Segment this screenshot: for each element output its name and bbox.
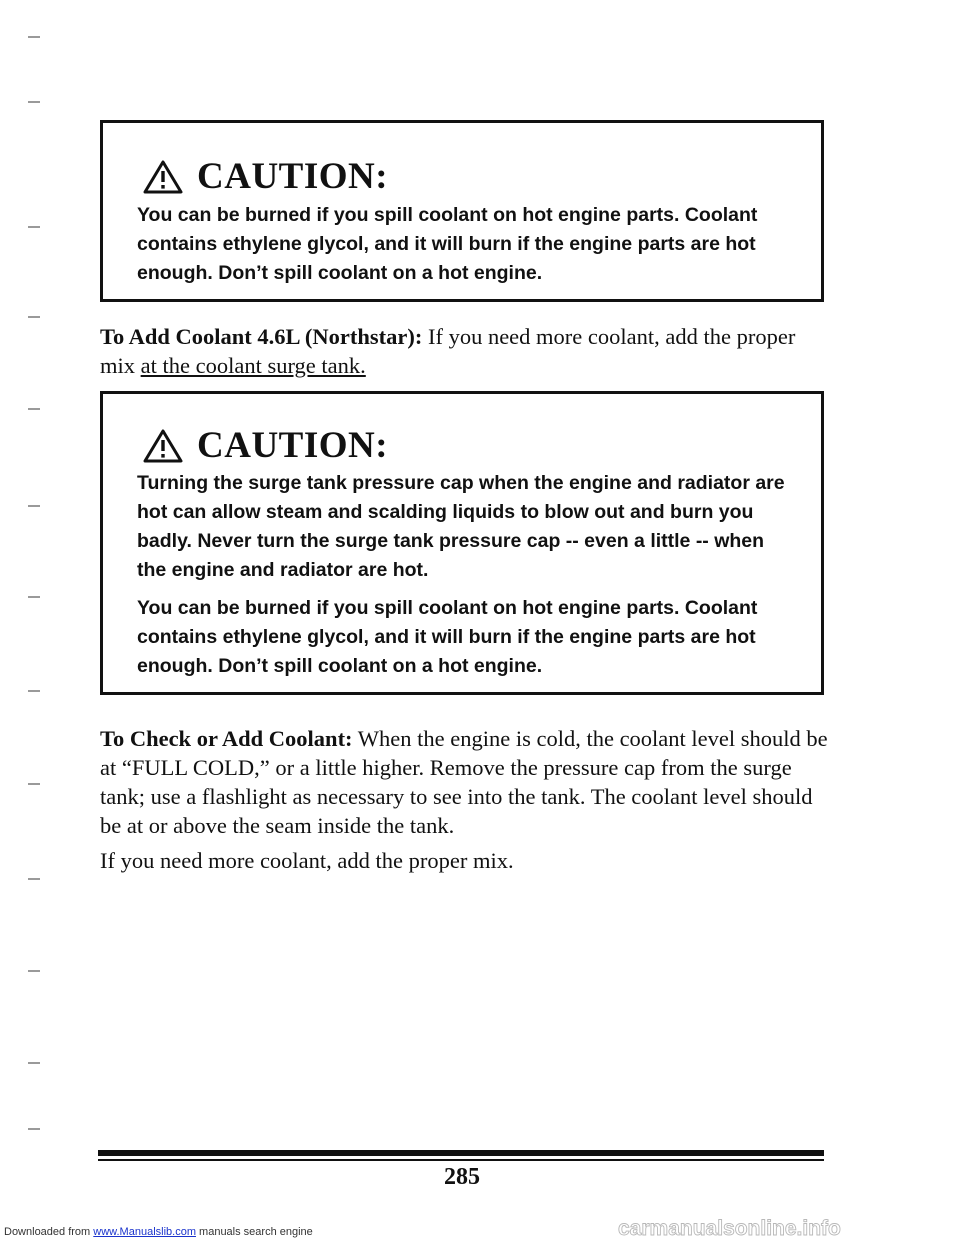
closing-paragraph: If you need more coolant, add the proper mix. xyxy=(100,848,514,873)
svg-text:carmanualsonline.info: carmanualsonline.info xyxy=(618,1217,841,1240)
caution-title: CAUTION: xyxy=(197,156,389,197)
warning-triangle-icon xyxy=(143,159,183,195)
warning-triangle-icon xyxy=(143,428,183,464)
watermark-logo xyxy=(618,1214,956,1240)
margin-tick xyxy=(28,316,40,318)
margin-tick xyxy=(28,878,40,880)
download-footer xyxy=(4,1226,313,1238)
margin-tick xyxy=(28,101,40,103)
margin-tick xyxy=(28,1062,40,1064)
footer-rule-thin xyxy=(98,1159,824,1161)
margin-tick xyxy=(28,36,40,38)
caution-paragraph: Turning the surge tank pressure cap when the engine and radiator are hot can allow steam and scalding liquids to blow out and burn you badly. Never turn the surge tank pressure cap -- even a little -- when the engine and radiator are hot. xyxy=(137,472,785,581)
caution-box-2 xyxy=(100,391,824,695)
caution-heading-2 xyxy=(143,424,388,467)
footer-rule xyxy=(98,1150,824,1156)
page-number: 285 xyxy=(444,1164,480,1190)
margin-tick xyxy=(28,505,40,507)
margin-tick xyxy=(28,226,40,228)
caution-paragraph: You can be burned if you spill coolant on hot engine parts. Coolant contains ethylene glycol, and it will burn if the engine parts are hot enough. Don’t spill coolant on a hot engine. xyxy=(137,204,758,284)
margin-tick xyxy=(28,783,40,785)
caution-heading-1 xyxy=(143,155,388,198)
caution-box-1 xyxy=(100,120,824,302)
manualslib-link[interactable]: www.Manualslib.com xyxy=(93,1226,196,1238)
section-text: If you need more coolant, add the proper mix xyxy=(100,324,796,378)
underlined-text: at the coolant surge tank. xyxy=(140,353,366,378)
caution-title: CAUTION: xyxy=(197,425,389,466)
section-text: When the engine is cold, the coolant level should be at “FULL COLD,” or a little higher. Remove the pressure cap from the surge tank; use a flashlight as necessary to see into the tank. The coolant level should be at or above the seam inside the tank. xyxy=(100,726,828,838)
caution-paragraph: You can be burned if you spill coolant on hot engine parts. Coolant contains ethylene glycol, and it will burn if the engine parts are hot enough. Don’t spill coolant on a hot engine. xyxy=(137,597,758,677)
margin-tick xyxy=(28,970,40,972)
margin-tick xyxy=(28,690,40,692)
section-lead: To Add Coolant 4.6L (Northstar): xyxy=(100,324,423,349)
section-lead: To Check or Add Coolant: xyxy=(100,726,353,751)
footer-suffix: manuals search engine xyxy=(195,1226,313,1238)
northstar-paragraph xyxy=(100,322,830,380)
check-coolant-paragraph xyxy=(100,724,830,840)
footer-prefix: Downloaded from xyxy=(4,1226,94,1238)
margin-tick xyxy=(28,1128,40,1130)
margin-tick xyxy=(28,408,40,410)
margin-tick xyxy=(28,596,40,598)
